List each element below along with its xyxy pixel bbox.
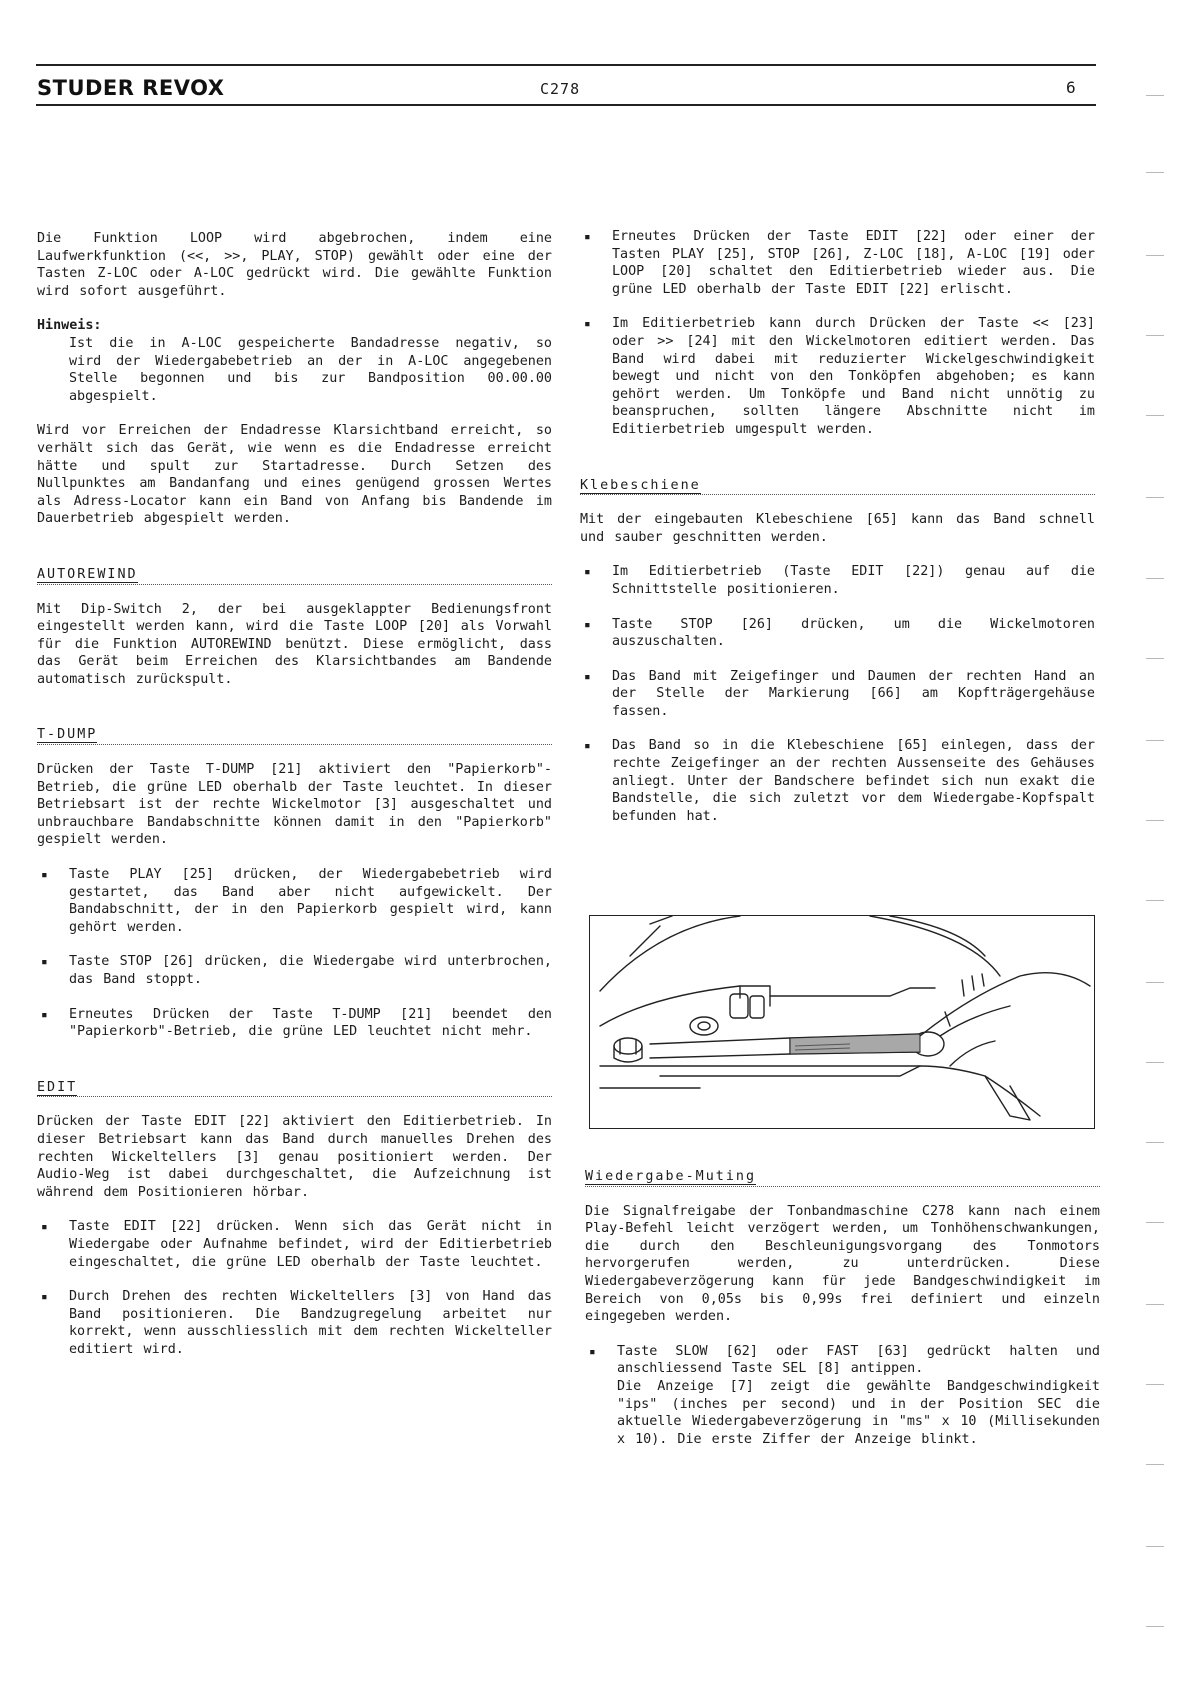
header-rule-top [36,64,1096,66]
klebeschiene-bullet: ▪ Taste STOP [26] drücken, um die Wickelmotoren auszuschalten. [580,616,1095,651]
loop-intro: Die Funktion LOOP wird abgebrochen, indem eine Laufwerkfunktion (<<, >>, PLAY, STOP) gewählt oder eine der Tasten Z-LOC oder A-LOC gedrückt wird. Die gewählte Funktion wird sofort ausgeführt. [37,231,552,299]
margin-tick [1146,578,1164,579]
note-label: Hinweis: [37,318,102,334]
brand-logo: STUDER REVOX [37,76,225,100]
margin-tick [1146,1304,1164,1305]
autorewind-heading: AUTOREWIND [37,566,552,585]
klebeschiene-bullet: ▪ Das Band mit Zeigefinger und Daumen der rechten Hand an der Stelle der Markierung [66] am Kopfträgergehäuse fassen. [580,668,1095,721]
tdump-bullet: ▪ Erneutes Drücken der Taste T-DUMP [21] beendet den "Papierkorb"-Betrieb, die grüne LED leuchtet nicht mehr. [37,1006,552,1041]
margin-tick [1146,95,1164,96]
edit-bullet: ▪ Durch Drehen des rechten Wickeltellers [3] von Hand das Band positionieren. Die Bandzugregelung arbeitet nur korrekt, wenn ausschliesslich mit dem rechten Wickelteller editiert wird. [37,1288,552,1358]
edit-bullet: ▪ Taste EDIT [22] drücken. Wenn sich das Gerät nicht in Wiedergabe oder Aufnahme befindet, wird der Editierbetrieb eingeschaltet, die grüne LED oberhalb der Taste leuchtet. [37,1218,552,1271]
margin-tick [1146,497,1164,498]
margin-tick [1146,1626,1164,1627]
margin-tick [1146,982,1164,983]
margin-tick [1146,1142,1164,1143]
edit-bullet: ▪ Im Editierbetrieb kann durch Drücken der Taste << [23] oder >> [24] mit den Wickelmotoren editiert werden. Das Band wird dabei mit reduzierter Wickelgeschwindigkeit bewegt und nicht von den Tonköpfen abgehoben; es kann gehört werden. Um Tonköpfe und Band nicht unnötig zu beanspruchen, sollten längere Abschnitte nicht im Editierbetrieb umgespult werden. [580,315,1095,438]
margin-tick [1146,820,1164,821]
left-column [37,230,552,1359]
edit-heading: EDIT [37,1079,552,1098]
margin-tick [1146,658,1164,659]
margin-tick [1146,1464,1164,1465]
margin-tick [1146,740,1164,741]
margin-tick [1146,1546,1164,1547]
right-column-top [580,228,1095,825]
header-rule-bottom [36,104,1096,106]
margin-tick [1146,335,1164,336]
margin-tick [1146,1384,1164,1385]
muting-bullet-line1: ▪ Taste SLOW [62] oder FAST [63] gedrückt halten und anschliessend Taste SEL [8] antippen. [617,1343,1100,1377]
muting-bullet [585,1343,1100,1449]
margin-tick [1146,172,1164,173]
tdump-bullet: ▪ Taste PLAY [25] drücken, der Wiedergabebetrieb wird gestartet, das Band aber nicht aufgewickelt. Der Bandabschnitt, der in den Papierkorb gespielt wird, kann gehört werden. [37,866,552,936]
margin-tick [1146,900,1164,901]
right-column-bottom [585,1168,1100,1448]
muting-text: Die Signalfreigabe der Tonbandmaschine C278 kann nach einem Play-Befehl leicht verzögert werden, um Tonhöhenschwankungen, die durch den Beschleunigungsvorgang des Tonmotors hervorgerufen werden, zu unterdrücken. Diese Wiedergabeverzögerung kann für jede Bandgeschwindigkeit im Bereich von 0,05s bis 0,99s frei definiert und einzeln eingegeben werden. [585,1203,1100,1325]
klebeschiene-text: Mit der eingebauten Klebeschiene [65] kann das Band schnell und sauber geschnitten werden. [580,512,1095,545]
splicing-illustration [589,915,1095,1129]
edit-bullet: ▪ Erneutes Drücken der Taste EDIT [22] oder einer der Tasten PLAY [25], STOP [26], Z-LOC [18], A-LOC [19] oder LOOP [20] schaltet den Editierbetrieb wieder aus. Die grüne LED oberhalb der Taste EDIT [22] erlischt. [580,228,1095,298]
model-name: C278 [540,80,581,98]
margin-tick [1146,255,1164,256]
muting-bullet-line2: Die Anzeige [7] zeigt die gewählte Bandgeschwindigkeit "ips" (inches per second) und in der Position SEC die aktuelle Wiedergabeverzögerung in "ms" x 10 (Millisekunden x 10). Die erste Ziffer der Anzeige blinkt. [617,1378,1100,1447]
loop-paragraph-2: Wird vor Erreichen der Endadresse Klarsichtband erreicht, so verhält sich das Gerät, wie wenn es die Endadresse erreicht hätte und spult zur Startadresse. Durch Setzen des Nullpunktes am Bandanfang und eines genügend grossen Wertes als Adress-Locator kann ein Band von Anfang bis Bandende im Dauerbetrieb abgespielt werden. [37,423,552,527]
margin-tick [1146,1062,1164,1063]
klebeschiene-heading: Klebeschiene [580,477,1095,496]
note-text: Ist die in A-LOC gespeicherte Bandadresse negativ, so wird der Wiedergabebetrieb an der in A-LOC angegebenen Stelle begonnen und bis zur Bandposition 00.00.00 abgespielt. [69,335,552,404]
margin-tick [1146,1222,1164,1223]
klebeschiene-bullet: ▪ Im Editierbetrieb (Taste EDIT [22]) genau auf die Schnittstelle positionieren. [580,563,1095,598]
autorewind-text: Mit Dip-Switch 2, der bei ausgeklappter Bedienungsfront eingestellt werden kann, wird die Taste LOOP [20] als Vorwahl für die Funktion AUTOREWIND benützt. Diese ermöglicht, dass das Gerät beim Erreichen des Klarsichtbandes am Bandende automatisch zurückspult. [37,601,552,687]
page-number: 6 [1066,78,1076,97]
tdump-text: Drücken der Taste T-DUMP [21] aktiviert den "Papierkorb"-Betrieb, die grüne LED oberhalb der Taste leuchtet. In dieser Betriebsart ist der rechte Wickelmotor [3] ausgeschaltet und unbrauchbare Bandabschnitte können damit in den "Papierkorb" gespielt werden. [37,762,552,848]
edit-text: Drücken der Taste EDIT [22] aktiviert den Editierbetrieb. In dieser Betriebsart kann das Band durch manuelles Drehen des rechten Wickeltellers [3] genau positioniert werden. Der Audio-Weg ist dabei durchgeschaltet, die Aufzeichnung ist während dem Positionieren hörbar. [37,1114,552,1200]
margin-tick [1146,415,1164,416]
tdump-bullet: ▪ Taste STOP [26] drücken, die Wiedergabe wird unterbrochen, das Band stoppt. [37,953,552,988]
tdump-heading: T-DUMP [37,726,552,745]
splicing-drawing [590,916,1094,1128]
klebeschiene-bullet: ▪ Das Band so in die Klebeschiene [65] einlegen, dass der rechte Zeigefinger an der rechten Aussenseite des Gehäuses anliegt. Unter der Bandschere befindet sich nun exakt die Bandstelle, die sich zuletzt vor dem Wiedergabe-Kopfspalt befunden hat. [580,737,1095,825]
muting-heading: Wiedergabe-Muting [585,1168,1100,1187]
